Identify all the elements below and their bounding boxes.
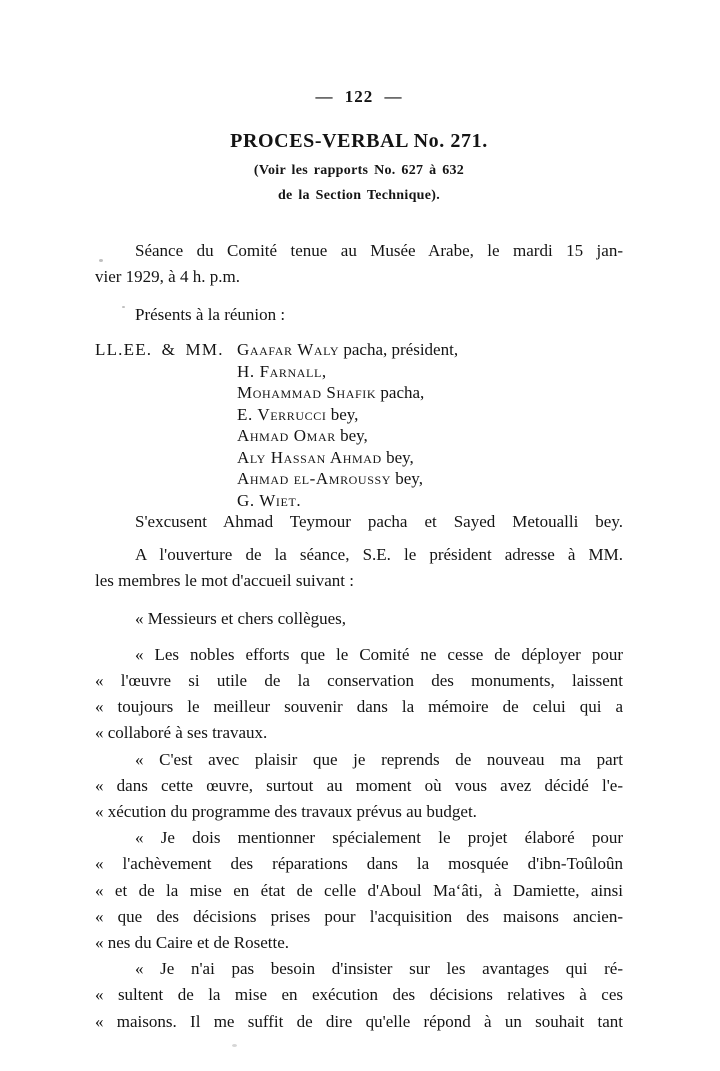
- text-line: « xécution du programme des travaux prévus au budget.: [95, 801, 477, 821]
- text-line: Présents à la réunion :: [135, 305, 286, 324]
- attendee-row: [237, 425, 623, 447]
- attendee-row: [237, 361, 623, 383]
- attendees-label: LL.EE. & MM.: [95, 340, 224, 359]
- attendee-name: Mohammad Shafik: [237, 383, 377, 402]
- text-line: « C'est avec plaisir que je reprends de nouveau ma part: [135, 749, 623, 769]
- attendees-rows: [237, 339, 623, 511]
- speech-paragraph: [95, 642, 623, 747]
- text-line: « Les nobles efforts que le Comité ne cesse de déployer pour: [135, 644, 623, 664]
- text-line: « dans cette œuvre, surtout au moment où vous avez décidé l'e-: [95, 775, 623, 795]
- speech-paragraphs: [95, 606, 623, 1035]
- attendee-title: pacha,: [376, 383, 425, 402]
- attendee-name: Ahmad el-Amroussy: [237, 469, 392, 488]
- text-line: « Messieurs et chers collègues,: [135, 608, 347, 628]
- attendee-row: [237, 339, 623, 361]
- attendee-name: G. Wiet: [237, 490, 297, 510]
- text-line: « l'achèvement des réparations dans la mosquée d'ibn-Toûloûn: [95, 854, 623, 874]
- text-line: « Je n'ai pas besoin d'insister sur les avantages qui ré-: [135, 959, 623, 979]
- text-line: les membres le mot d'accueil suivant :: [95, 570, 354, 590]
- attendee-name: E. Verrucci: [237, 404, 327, 424]
- scan-artifact: [232, 1044, 237, 1047]
- speech-paragraph: [95, 606, 623, 632]
- attendee-title: .: [296, 490, 301, 510]
- attendee-row: [237, 382, 623, 404]
- paragraph-presents: [95, 302, 623, 328]
- text-line: « nes du Caire et de Rosette.: [95, 932, 290, 952]
- text-line: Séance du Comité tenue au Musée Arabe, le mardi 15 jan-: [135, 241, 623, 260]
- attendee-name: Ahmad Omar: [237, 426, 336, 445]
- paragraph-excuses: [95, 511, 623, 533]
- attendee-row: [237, 404, 623, 426]
- attendee-name: Gaafar Waly: [237, 340, 340, 359]
- page-title: PROCES-VERBAL No. 271.: [230, 130, 488, 152]
- scan-artifact: [122, 306, 125, 308]
- attendee-title: ,: [321, 361, 327, 381]
- attendee-row: [237, 447, 623, 469]
- text-line: « sultent de la mise en exécution des décisions relatives à ces: [95, 985, 623, 1005]
- attendee-name: H. Farnall: [237, 361, 322, 381]
- paragraph-ouverture: [95, 542, 623, 594]
- text-line: « maisons. Il me suffit de dire qu'elle répond à un souhait tant: [95, 1011, 623, 1031]
- page-number: — 122 —: [315, 87, 403, 106]
- text-line: « que des décisions prises pour l'acquisition des maisons ancien-: [95, 906, 623, 926]
- text-line: « Je dois mentionner spécialement le projet élaboré pour: [135, 828, 623, 848]
- attendee-title: pacha, président,: [339, 340, 459, 359]
- text-line: « et de la mise en état de celle d'Aboul Ma‘âti, à Damiette, ainsi: [95, 880, 623, 900]
- subtitle-line-1: (Voir les rapports No. 627 à 632: [253, 163, 465, 178]
- speech-paragraph: [95, 747, 623, 826]
- attendees-list: [95, 339, 623, 511]
- speech-paragraph: [95, 825, 623, 956]
- paragraph-seance: [95, 238, 623, 290]
- speech-paragraph: [95, 956, 623, 1035]
- attendee-title: bey,: [391, 469, 423, 488]
- attendee-title: bey,: [326, 404, 359, 424]
- attendee-row: [237, 468, 623, 490]
- attendee-name: Aly Hassan Ahmad: [237, 447, 382, 467]
- text-line: vier 1929, à 4 h. p.m.: [95, 267, 240, 286]
- attendee-title: bey,: [335, 426, 368, 445]
- attendee-title: bey,: [381, 447, 414, 467]
- subtitle: [95, 158, 623, 208]
- subtitle-line-2: de la Section Technique).: [277, 188, 441, 203]
- text-line: « toujours le meilleur souvenir dans la mémoire de celui qui a: [95, 697, 623, 717]
- text-line: « collaboré à ses travaux.: [95, 723, 268, 743]
- scan-artifact: [99, 259, 103, 262]
- text-line: S'excusent Ahmad Teymour pacha et Sayed Metoualli bey.: [135, 512, 623, 531]
- text-column: [95, 0, 623, 1035]
- attendee-row: [237, 490, 623, 512]
- text-line: « l'œuvre si utile de la conservation des monuments, laissent: [95, 670, 623, 690]
- text-line: A l'ouverture de la séance, S.E. le président adresse à MM.: [135, 544, 623, 564]
